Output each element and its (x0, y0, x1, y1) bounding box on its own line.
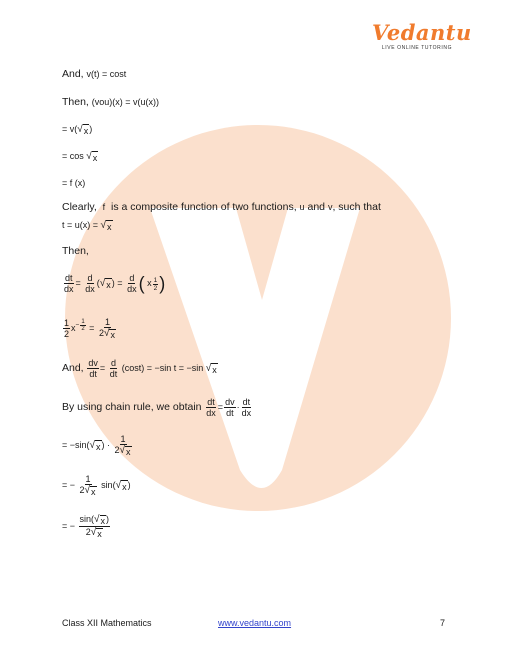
math: 2 (85, 527, 91, 537)
numerator: 1 (153, 276, 158, 284)
sqrt: √ x (77, 124, 89, 136)
line-dv-dt (62, 358, 218, 379)
numerator (79, 514, 111, 527)
line-cos-sqrt (62, 150, 98, 164)
line-then-2 (62, 245, 89, 257)
sqrt: √ x (99, 277, 111, 290)
line-final (62, 514, 111, 539)
numerator: d (129, 273, 135, 283)
radicand: x (110, 330, 115, 340)
math: = f (x) (62, 178, 86, 188)
line-dt-dx: $\frac{dt}{dx}$ = $\frac{d}{dx}$ ( √ x ) = $\frac{d}{dx}$ ( x $\frac{1}{2}$ ) (64, 273, 166, 294)
sqrt: √ x (84, 485, 96, 497)
sqrt: √ x (94, 514, 106, 526)
math: = cos (62, 151, 84, 161)
math: = − (62, 520, 76, 531)
radicand: x (83, 126, 89, 136)
numerator: dt (207, 397, 215, 407)
numerator: dt (65, 273, 73, 283)
sqrt: √ x (103, 328, 115, 340)
sqrt: √ x (100, 220, 112, 232)
math: = −sin( (62, 439, 90, 450)
denominator: 2 (81, 325, 85, 332)
text: , such that (332, 201, 381, 213)
denominator: dt (109, 369, 118, 379)
text: and (307, 201, 326, 213)
numerator: 1 (85, 474, 91, 484)
math: sin( (101, 479, 116, 490)
math: = (217, 401, 224, 412)
exponent (75, 318, 87, 332)
text: And, (62, 68, 84, 80)
numerator: 1 (104, 317, 110, 327)
math: = v( (62, 124, 78, 134)
numerator: dv (88, 358, 98, 368)
fraction (224, 397, 236, 418)
denominator (79, 485, 98, 497)
line-half-x (62, 317, 118, 340)
radicand: x (106, 279, 111, 290)
math: sin( (79, 514, 95, 524)
math: = (89, 322, 95, 333)
fraction (241, 397, 253, 418)
math: ) · (101, 439, 111, 450)
fraction (109, 358, 119, 379)
math: = (99, 362, 106, 373)
math: ) (106, 514, 110, 524)
numerator: 1 (120, 434, 126, 444)
footer-class: Class XII Mathematics (62, 618, 152, 628)
sqrt: √ x (90, 527, 102, 539)
sqrt: √ x (86, 151, 98, 163)
text: Clearly, (62, 201, 97, 213)
vedantu-logo[interactable] (372, 20, 472, 51)
numerator: dv (225, 397, 235, 407)
math: ) (89, 124, 93, 134)
text: is a composite function of two functions, (111, 201, 297, 213)
numerator: 1 (64, 318, 70, 328)
text: Then, (62, 245, 89, 257)
numerator: dt (242, 397, 251, 407)
line-and-vt (62, 68, 126, 80)
math: x (71, 322, 76, 333)
math: (cost) = −sin t = −sin (121, 362, 204, 373)
page-number: 7 (440, 618, 446, 628)
numerator: 1 (81, 318, 85, 325)
math: x (147, 277, 152, 288)
math: 2 (79, 485, 85, 495)
denominator: 2 (64, 329, 70, 339)
radicand: x (212, 364, 217, 375)
radicand: x (92, 153, 98, 163)
fraction (79, 474, 98, 497)
fraction (126, 273, 138, 294)
math: f (102, 202, 106, 212)
math: ) = (111, 277, 123, 288)
sqrt: √ x (205, 362, 217, 375)
minus: − (75, 321, 80, 329)
line-v-sqrt (62, 123, 92, 137)
denominator (114, 445, 133, 457)
line-neg-frac-sin (62, 474, 131, 497)
math: v (327, 202, 333, 212)
sqrt: √ x (89, 439, 101, 452)
exponent-fraction (80, 319, 85, 332)
radicand: x (96, 441, 101, 452)
line-neg-sin (62, 434, 134, 457)
numerator: d (110, 358, 116, 368)
math: v(t) = cost (86, 69, 127, 79)
math: 2 (114, 445, 120, 455)
fraction (79, 514, 111, 539)
line-t-ux (62, 219, 113, 233)
footer-link-wrapper (218, 618, 291, 628)
fraction (87, 358, 99, 379)
denominator: dx (241, 408, 252, 418)
denominator: dt (226, 408, 234, 418)
sqrt: √ x (115, 479, 127, 492)
fraction (84, 273, 96, 294)
math: ( (96, 277, 100, 288)
line-clearly (62, 201, 381, 213)
radicand: x (126, 447, 131, 457)
radicand: x (100, 516, 106, 526)
fraction (63, 273, 75, 294)
denominator: 2 (153, 284, 158, 292)
sqrt: √ x (119, 445, 131, 457)
exponent-fraction (153, 277, 159, 292)
line-then-vou (62, 96, 159, 108)
math: (vou)(x) = v(u(x)) (91, 97, 160, 107)
footer-link[interactable]: www.vedantu.com (218, 618, 292, 628)
fraction (98, 317, 117, 340)
denominator: dx (85, 284, 95, 294)
fraction (114, 434, 133, 457)
denominator (98, 328, 117, 340)
line-f-x (62, 177, 85, 189)
logo-tagline: LIVE ONLINE TUTORING (381, 45, 453, 51)
denominator: dx (206, 408, 216, 418)
denominator: dt (89, 369, 97, 379)
line-chain-rule (62, 397, 253, 418)
radicand: x (97, 529, 102, 539)
radicand: x (91, 487, 96, 497)
denominator: dx (127, 284, 137, 294)
denominator (85, 527, 104, 539)
fraction (205, 397, 217, 418)
math: · (236, 401, 240, 412)
radicand: x (107, 222, 112, 232)
denominator: dx (64, 284, 74, 294)
text: By using chain rule, we obtain (62, 400, 202, 413)
math: = − (62, 479, 76, 490)
text: And, (62, 361, 84, 374)
math: t = u(x) = (62, 220, 99, 230)
fraction (63, 318, 70, 339)
math: ) (127, 479, 131, 490)
math: u (299, 202, 305, 212)
logo-brand: Vedantu (372, 20, 472, 45)
math: 2 (98, 328, 104, 338)
numerator: d (87, 273, 93, 283)
text: Then, (62, 96, 89, 108)
radicand: x (122, 481, 127, 492)
